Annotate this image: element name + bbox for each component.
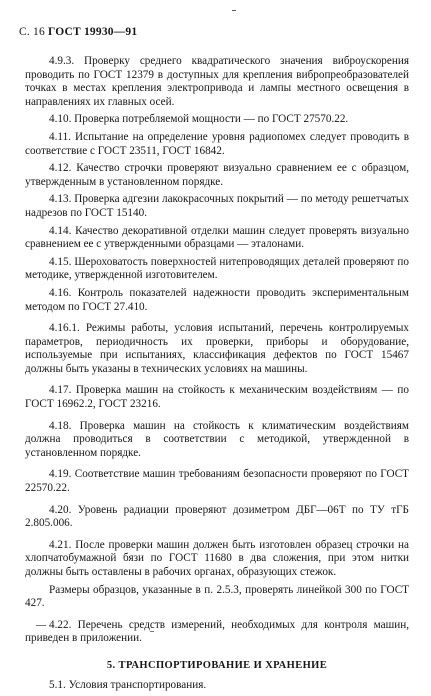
paragraph-4-21: 4.21. После проверки машин должен быть изготовлен образец строчки на хлопчатобумажной бязи по ГОСТ 11680 в два сложения, при этом нитки должны быть оставлены в рабочих органах, образующих стежок. <box>25 538 409 578</box>
paragraph-4-10: 4.10. Проверка потребляемой мощности — по ГОСТ 27570.22. <box>49 113 349 126</box>
paragraph-4-13: 4.13. Проверка адгезии лакокрасочных покрытий — по методу решетчатых надрезов по ГОСТ 15140. <box>25 193 409 219</box>
paragraph-4-19: 4.19. Соответствие машин требованиям безопасности проверяют по ГОСТ 22570.22. <box>25 468 409 495</box>
page-header <box>19 26 137 38</box>
paragraph-4-20: 4.20. Уровень радиации проверяют дозиметром ДБГ—06Т по ТУ тГБ 2.805.006. <box>25 503 409 530</box>
paragraph-4-16: 4.16. Контроль показателей надежности проводить экспериментальным методом по ГОСТ 27.410. <box>25 286 409 313</box>
scan-artifact <box>232 10 236 11</box>
scan-artifact <box>150 631 154 632</box>
paragraph-4-15: 4.15. Шероховатость поверхностей нитепроводящих деталей проверяют по методике, утвержденной изготовителем. <box>25 255 409 282</box>
document-body <box>25 55 409 696</box>
scan-artifact <box>36 625 46 626</box>
paragraph-4-11: 4.11. Испытание на определение уровня радиопомех следует проводить в соответствие с ГОСТ 23511, ГОСТ 16842. <box>25 130 409 157</box>
paragraph-4-12: 4.12. Качество строчки проверяют визуально сравнением ее с образцом, утвержденным в установленном порядке. <box>25 162 409 188</box>
paragraph-4-22: 4.22. Перечень средств измерений, необходимых для контроля машин, приведен в приложении. <box>25 618 409 645</box>
paragraph-4-18: 4.18. Проверка машин на стойкость к климатическим воздействиям должна проводиться в соответствии с методикой, утвержденной в установленном порядке. <box>25 419 409 459</box>
standard-number: ГОСТ 19930—91 <box>48 26 138 38</box>
paragraph-4-17: 4.17. Проверка машин на стойкость к механическим воздействиям — по ГОСТ 16962.2, ГОСТ 23216. <box>25 384 409 411</box>
paragraph-4-14: 4.14. Качество декоративной отделки машин следует проверять визуально сравнением ее с утвержденными образцами — эталонами. <box>25 224 409 251</box>
paragraph-4-9-3: 4.9.3. Проверку среднего квадратического значения виброускорения проводить по ГОСТ 12379 в доступных для крепления вибропреобразователей точках в местах крепления электропривода и лампы местного освещения в направлениях их главных осей. <box>25 55 409 108</box>
paragraph-4-16-1: 4.16.1. Режимы работы, условия испытаний, перечень контролируемых параметров, периодичность их проверки, приборы и оборудование, используемые при испытаниях, классификация дефектов по ГОСТ 15467 должны быть указаны в технических условиях на машины. <box>25 322 409 375</box>
section-title: 5. ТРАНСПОРТИРОВАНИЕ И ХРАНЕНИЕ <box>106 659 328 671</box>
paragraph-5-1: 5.1. Условия транспортирования. <box>49 678 207 691</box>
paragraph-4-21-sizes: Размеры образцов, указанные в п. 2.5.3, проверять линейкой 300 по ГОСТ 427. <box>25 583 409 610</box>
page-number: С. 16 <box>19 26 45 38</box>
